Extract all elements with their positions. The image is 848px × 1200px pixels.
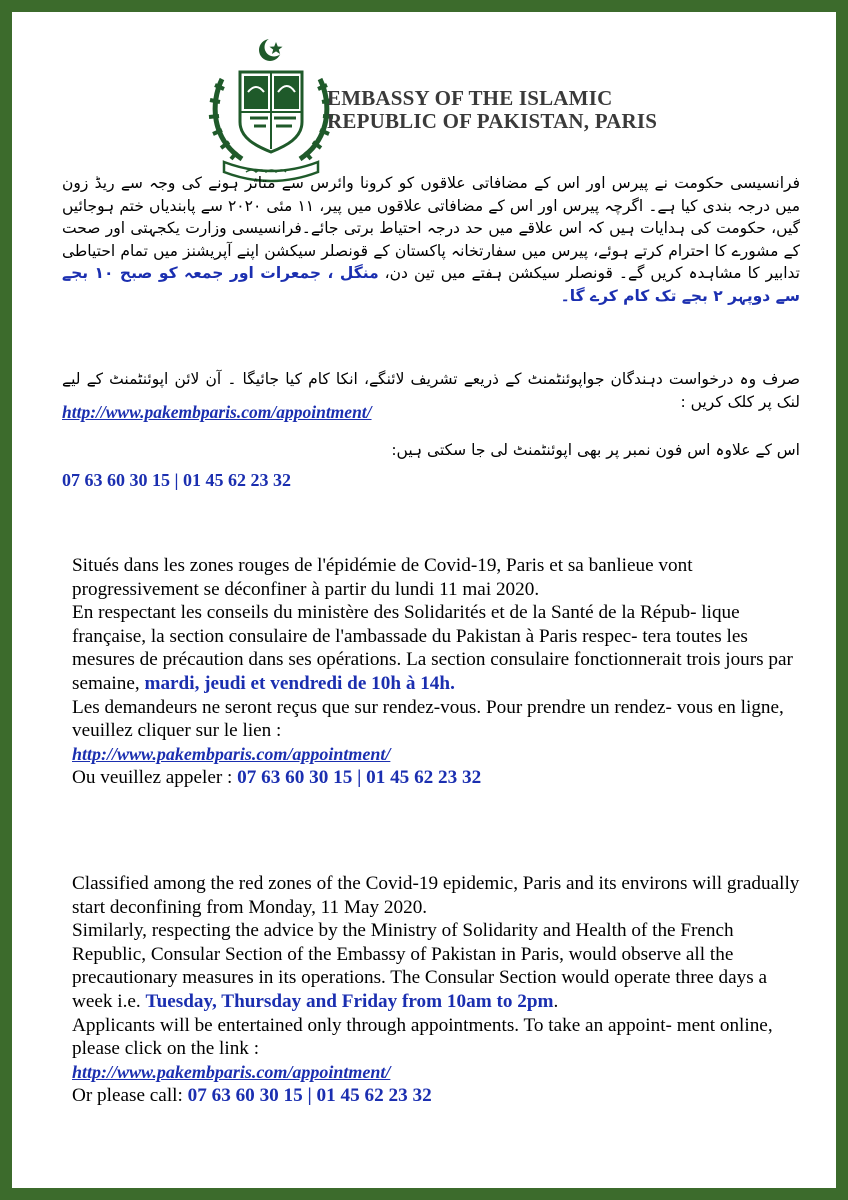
french-call-line: Ou veuillez appeler : 07 63 60 30 15 | 01 45 62 23 32 <box>72 767 482 789</box>
embassy-name-line1: EMBASSY OF THE ISLAMIC <box>327 86 613 110</box>
embassy-name <box>327 87 657 133</box>
english-phone-numbers: 07 63 60 30 15 | 01 45 62 23 32 <box>187 1085 432 1107</box>
embassy-name-line2: REPUBLIC OF PAKISTAN, PARIS <box>327 109 658 133</box>
pakistan-state-emblem-icon <box>202 34 342 184</box>
urdu-paragraph-1 <box>62 172 800 308</box>
english-section <box>72 872 800 1108</box>
english-consular-days: Tuesday, Thursday and Friday from 10am to 2pm <box>145 990 554 1012</box>
french-appointment-link[interactable]: http://www.pakembparis.com/appointment/ <box>72 743 391 764</box>
french-paragraph-3: Les demandeurs ne seront reçus que sur rendez-vous. Pour prendre un rendez- vous en ligne, veuillez cliquer sur le lien : <box>72 696 784 742</box>
french-paragraph-2: En respectant les conseils du ministère des Solidarités et de la Santé de la Répub- lique française, la section consulaire de l'ambassade du Pakistan à Paris respec- tera toutes les mesures de précaution dans ses opérations. La section consulaire fonctionnerait trois jours par semaine, mardi, jeudi et vendredi de 10h à 14h. <box>72 602 793 694</box>
english-paragraph-1: Classified among the red zones of the Covid-19 epidemic, Paris and its environs will gradually start deconfining from Monday, 11 May 2020. <box>72 873 800 918</box>
english-call-line: Or please call: 07 63 60 30 15 | 01 45 62 23 32 <box>72 1085 432 1107</box>
english-appointment-link[interactable]: http://www.pakembparis.com/appointment/ <box>72 1061 391 1082</box>
french-paragraph-1: Situés dans les zones rouges de l'épidémie de Covid-19, Paris et sa banlieue vont progressivement se déconfiner à partir du lundi 11 mai 2020. <box>72 555 693 600</box>
letterhead <box>192 34 692 184</box>
urdu-consular-days: منگل ، جمعرات اور جمعہ کو صبح ۱۰ بجے سے دوپہر ۲ بجے تک کام کرے گا۔ <box>62 264 800 305</box>
urdu-phone-numbers: 07 63 60 30 15 | 01 45 62 23 32 <box>62 470 291 490</box>
english-paragraph-2: Similarly, respecting the advice by the Ministry of Solidarity and Health of the French Republic, Consular Section of the Embassy of Pakistan in Paris, would observe all the precautionary measures in its operations. The Consular Section would operate three days a week i.e. Tuesday, Thursday and Friday from 10am to 2pm. <box>72 920 767 1012</box>
urdu-appointment-link[interactable]: http://www.pakembparis.com/appointment/ <box>62 402 372 422</box>
urdu-appointment-text: صرف وہ درخواست دہندگان جواپوئنٹمنٹ کے ذریعے تشریف لائنگے، انکا کام کیا جائیگا ۔ آن لائن اپوئنٹمنٹ کے لیے لنک پر کلک کریں : <box>62 370 800 411</box>
french-section <box>72 554 800 790</box>
french-phone-numbers: 07 63 60 30 15 | 01 45 62 23 32 <box>237 767 482 789</box>
urdu-paragraph-3: اس کے علاوہ اس فون نمبر پر بھی اپوئنٹمنٹ لی جا سکتی ہیں: <box>391 441 800 459</box>
french-consular-days: mardi, jeudi et vendredi de 10h à 14h. <box>144 672 455 694</box>
english-paragraph-3: Applicants will be entertained only through appointments. To take an appoint- ment online, please click on the link : <box>72 1014 773 1060</box>
urdu-text: فرانسیسی حکومت نے پیرس اور اس کے مضافاتی علاقوں کو کرونا وائرس سے متاثر ہونے کی وجہ سے ریڈ زون میں درجہ بندی کیا ہے۔ اگرچہ پیرس اور اس کے مضافاتی علاقوں میں پیر، ۱۱ مئی ۲۰۲۰ سے پابندیاں ختم ہوجائیں گیں، حکومت کی ہدایات ہیں کہ اس علاقے میں حد درجہ احتیاط برتی جائے۔فرانسیسی وزارت یکجہتی اور صحت کے مشورے کا احترام کرتے ہوئے، پیرس میں سفارتخانہ پاکستان کے قونصلر سیکشن اپنے آپریشنز میں تمام احتیاطی تدابیر کا مشاہدہ کریں گے۔ قونصلر سیکشن ہفتے میں تین دن، <box>62 174 800 283</box>
